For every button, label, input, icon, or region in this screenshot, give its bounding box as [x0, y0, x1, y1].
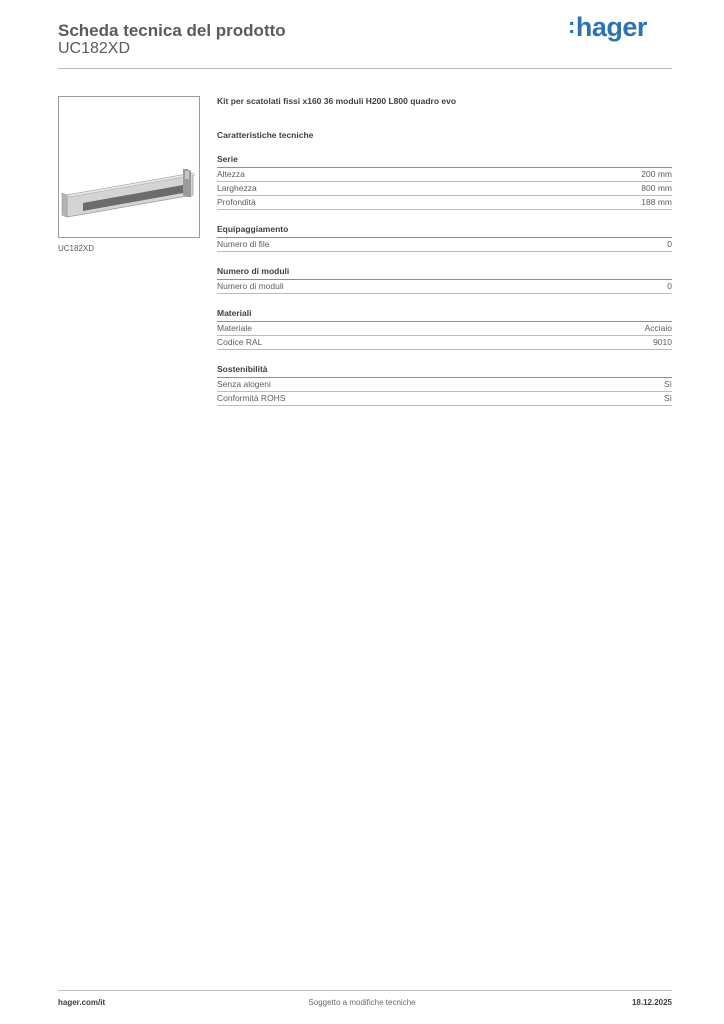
- spec-label: Senza alogeni: [217, 379, 271, 389]
- spec-row: [217, 168, 672, 182]
- spec-row: [217, 196, 672, 210]
- spec-value: Sì: [663, 393, 672, 403]
- spec-row: [217, 322, 672, 336]
- spec-value: 188 mm: [641, 197, 672, 207]
- footer-notice: Soggetto a modifiche tecniche: [308, 998, 416, 1007]
- document-title: Scheda tecnica del prodotto: [58, 21, 286, 40]
- footer-divider: [58, 990, 672, 991]
- spec-section: [217, 308, 672, 350]
- product-code-heading: UC182XD: [58, 40, 131, 57]
- spec-label: Altezza: [217, 169, 245, 179]
- footer-website: hager.com/it: [58, 998, 106, 1007]
- spec-label: Larghezza: [217, 183, 257, 193]
- spec-label: Numero di moduli: [217, 281, 284, 291]
- spec-section-title: Equipaggiamento: [217, 224, 672, 238]
- spec-value: 0: [667, 239, 672, 249]
- spec-label: Codice RAL: [217, 337, 263, 347]
- spec-row: [217, 392, 672, 406]
- spec-section: [217, 224, 672, 252]
- spec-section-title: Sostenibilità: [217, 364, 672, 378]
- spec-section: [217, 266, 672, 294]
- spec-value: 200 mm: [641, 169, 672, 179]
- spec-section: [217, 364, 672, 406]
- specs-title: Caratteristiche tecniche: [217, 130, 314, 140]
- spec-section-title: Materiali: [217, 308, 672, 322]
- spec-value: Sì: [663, 379, 672, 389]
- spec-section-title: Numero di moduli: [217, 266, 672, 280]
- spec-section-title: Serie: [217, 154, 672, 168]
- spec-label: Materiale: [217, 323, 252, 333]
- logo-text: hager: [575, 12, 647, 42]
- spec-section: [217, 154, 672, 210]
- spec-row: [217, 182, 672, 196]
- logo-dots-icon: :: [568, 13, 575, 38]
- spec-row: [217, 378, 672, 392]
- spec-value: 0: [667, 281, 672, 291]
- product-panel-icon: [59, 97, 199, 237]
- spec-label: Conformità ROHS: [217, 393, 286, 403]
- spec-label: Numero di file: [217, 239, 270, 249]
- product-image-caption: UC182XD: [58, 244, 95, 253]
- product-image: [58, 96, 200, 238]
- spec-value: Acciaio: [644, 323, 672, 333]
- spec-row: [217, 336, 672, 350]
- spec-value: 9010: [653, 337, 672, 347]
- spec-row: [217, 280, 672, 294]
- hager-logo: [568, 12, 647, 43]
- spec-row: [217, 238, 672, 252]
- spec-label: Profondità: [217, 197, 256, 207]
- product-description: Kit per scatolati fissi x160 36 moduli H200 L800 quadro evo: [217, 96, 457, 106]
- footer-date: 18.12.2025: [631, 998, 672, 1007]
- product-content: [217, 96, 672, 406]
- spec-value: 800 mm: [641, 183, 672, 193]
- header-divider: [58, 68, 672, 69]
